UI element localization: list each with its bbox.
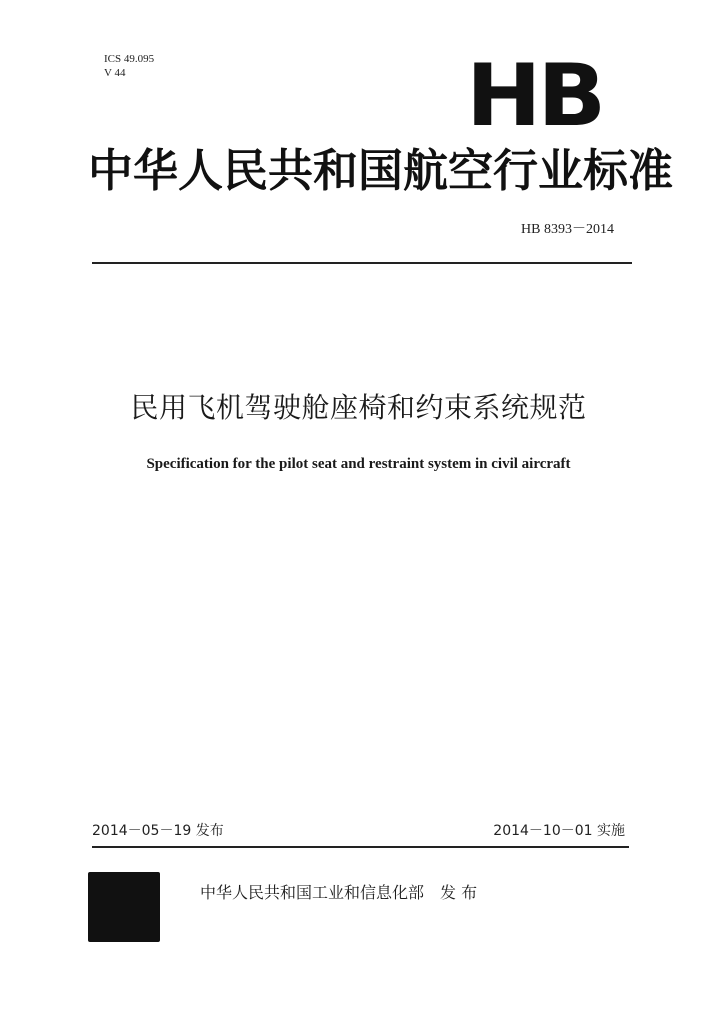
standard-category-title: 中华人民共和国航空行业标准 <box>88 144 674 197</box>
footer-divider <box>92 846 629 848</box>
standard-number: HB 8393－2014 <box>521 222 614 237</box>
issue-date: 2014－05－19 发布 <box>92 823 224 839</box>
document-title-english: Specification for the pilot seat and restraint system in civil aircraft <box>146 456 571 472</box>
publisher-line <box>200 880 477 903</box>
publisher-name: 中华人民共和国工业和信息化部 <box>200 883 425 902</box>
ics-classification <box>104 52 154 80</box>
implementation-date: 2014－10－01 实施 <box>493 823 625 839</box>
document-title-chinese: 民用飞机驾驶舱座椅和约束系统规范 <box>130 391 587 424</box>
publisher-emblem-block <box>88 872 160 942</box>
ics-code: ICS 49.095 <box>104 53 155 65</box>
publish-action: 发 布 <box>440 883 478 902</box>
hb-logo: HB <box>466 46 603 146</box>
header-divider <box>92 262 632 264</box>
ccs-code: V 44 <box>104 67 126 79</box>
